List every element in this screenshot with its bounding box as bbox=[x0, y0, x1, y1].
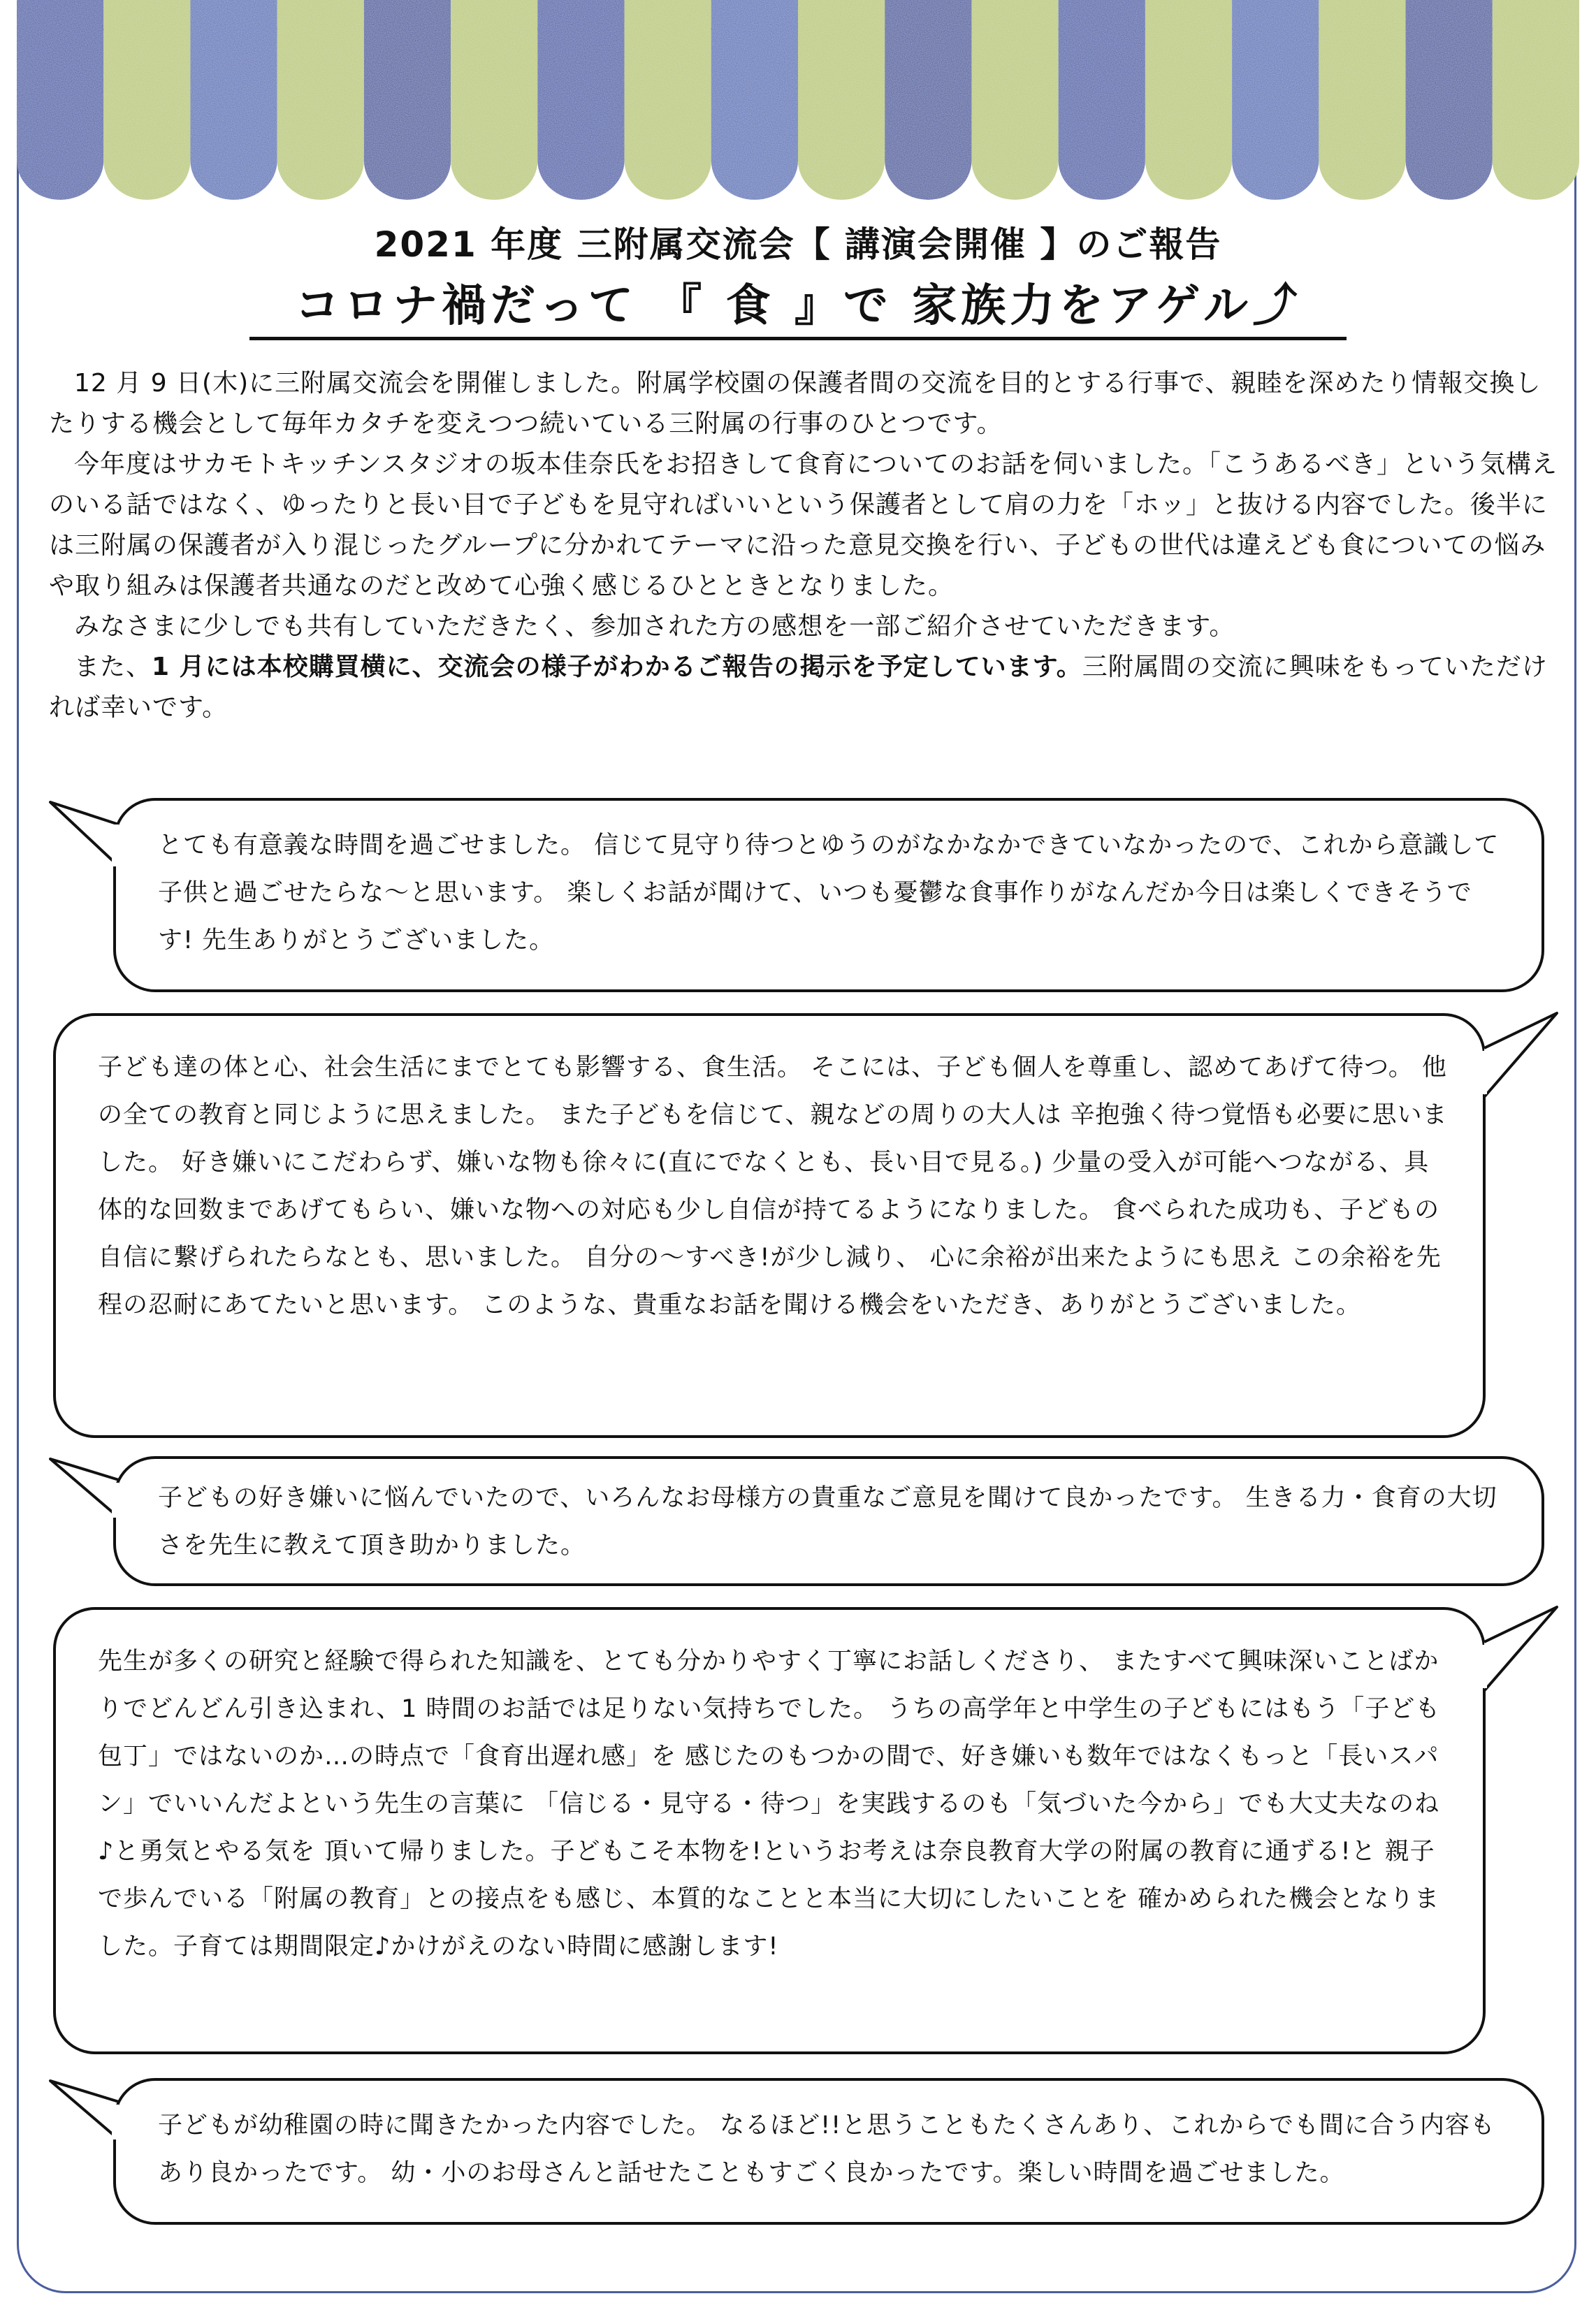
bubble-tail bbox=[1474, 1006, 1565, 1118]
intro-text bbox=[49, 363, 1558, 728]
comment-text: 子ども達の体と心、社会生活にまでとても影響する、食生活。 そこには、子ども個人を尊重し、認めてあげて待つ。 他の全ての教育と同じように思えました。 また子どもを信じて、親などの周りの大人は 辛抱強く待つ覚悟も必要に思いました。 好き嫌いにこだわらず、嫌いな物も徐々に(直にでなくとも、長い目で見る。) 少量の受入が可能へつながる、具体的な回数まであげてもらい、嫌いな物への対応も少し自信が持てるようになりました。 食べられた成功も、子どもの自信に繋げられたらなとも、思いました。 自分の〜すべき!が少し減り、 心に余裕が出来たようにも思え この余裕を先程の忍耐にあてたいと思います。 このような、貴重なお話を聞ける機会をいただき、ありがとうございました。 bbox=[98, 1054, 1448, 1319]
bubble-tail-cover bbox=[112, 1483, 119, 1518]
comment-bubble bbox=[113, 2078, 1544, 2225]
notice-bold: 1 月には本校購買横に、交流会の様子がわかるご報告の掲示を予定しています。 bbox=[152, 653, 1082, 681]
awning-stripe-green bbox=[971, 0, 1058, 200]
comment-bubble bbox=[113, 1456, 1544, 1586]
comment-bubble bbox=[113, 798, 1544, 992]
comment-text: 子どもが幼稚園の時に聞きたかった内容でした。 なるほど!!と思うこともたくさんあり、これからでも間に合う内容もあり良かったです。 幼・小のお母さんと話せたこともすごく良かったです。楽しい時間を過ごせました。 bbox=[158, 2112, 1495, 2187]
awning-stripe-green bbox=[1319, 0, 1405, 200]
intro-paragraph: 今年度はサカモトキッチンスタジオの坂本佳奈氏をお招きして食育についてのお話を伺いました。「こうあるべき」という気構えのいる話ではなく、ゆったりと長い目で子どもを見守ればいいという保護者として肩の力を「ホッ」と抜ける内容でした。後半には三附属の保護者が入り混じったグループに分かれてテーマに沿った意見交換を行い、子どもの世代は違えども食についての悩みや取り組みは保護者共通なのだと改めて心強く感じるひとときとなりました。 bbox=[49, 450, 1558, 600]
awning-stripe-green bbox=[103, 0, 190, 200]
awning-stripe-blue bbox=[1232, 0, 1319, 200]
comment-text: とても有意義な時間を過ごせました。 信じて見守り待つとゆうのがなかなかできていなかったので、これから意識して子供と過ごせたらな〜と思います。 楽しくお話が聞けて、いつも憂鬱な食事作りがなんだか今日は楽しくできそうです! 先生ありがとうございました。 bbox=[158, 831, 1500, 954]
awning-stripe-blue bbox=[1059, 0, 1145, 200]
awning-stripe-green bbox=[1493, 0, 1579, 200]
awning-stripe-green bbox=[277, 0, 364, 200]
awning-stripe-green bbox=[451, 0, 537, 200]
headline-underline bbox=[249, 337, 1347, 340]
awning-stripe-green bbox=[1145, 0, 1232, 200]
awning-stripe-green bbox=[798, 0, 885, 200]
intro-paragraph: 12 月 9 日(木)に三附属交流会を開催しました。附属学校園の保護者間の交流を目的とする行事で、親睦を深めたり情報交換したりする機会として毎年カタチを変えつつ続いている三附属の行事のひとつです。 bbox=[49, 369, 1541, 438]
awning-stripe-blue bbox=[17, 0, 103, 200]
comment-text: 子どもの好き嫌いに悩んでいたので、いろんなお母様方の貴重なご意見を聞けて良かったです。 生きる力・食育の大切さを先生に教えて頂き助かりました。 bbox=[158, 1484, 1497, 1560]
awning-stripe-blue bbox=[364, 0, 451, 200]
awning-stripe-blue bbox=[537, 0, 624, 200]
bubble-tail bbox=[1474, 1600, 1565, 1712]
comment-bubble bbox=[53, 1607, 1486, 2054]
intro-paragraph: また、1 月には本校購買横に、交流会の様子がわかるご報告の掲示を予定しています。三附属間の交流に興味をもっていただければ幸いです。 bbox=[49, 653, 1548, 722]
comment-bubble bbox=[53, 1013, 1486, 1438]
report-title: 2021 年度 三附属交流会【 講演会開催 】のご報告 bbox=[374, 224, 1222, 265]
bubble-tail-cover bbox=[112, 2105, 119, 2140]
intro-paragraph: みなさまに少しでも共有していただきたく、参加された方の感想を一部ご紹介させていただきます。 bbox=[74, 612, 1235, 641]
comment-text: 先生が多くの研究と経験で得られた知識を、とても分かりやすく丁寧にお話しくださり、 またすべて興味深いことばかりでどんどん引き込まれ、1 時間のお話では足りない気持ちでした。 うちの高学年と中学生の子どもにはもう「子ども包丁」ではないのか…の時点で「食育出遅れ感」を 感じたのもつかの間で、好き嫌いも数年ではなくもっと「長いスパン」でいいんだよという先生の言葉に 「信じる・見守る・待つ」を実践するのも「気づいた今から」でも大丈夫なのね♪と勇気とやる気を 頂いて帰りました。子どもこそ本物を!というお考えは奈良教育大学の附属の教育に通ずる!と 親子で歩んでいる「附属の教育」との接点をも感じ、本質的なことと本当に大切にしたいことを 確かめられた機会となりました。子育ては期間限定♪かけがえのない時間に感謝します! bbox=[98, 1648, 1441, 1961]
report-headline: コロナ禍だって 『 食 』で 家族力をアゲル⤴ bbox=[295, 280, 1301, 332]
bubble-tail-cover bbox=[112, 825, 119, 866]
decorative-awning bbox=[0, 0, 1596, 210]
awning-stripe-blue bbox=[1406, 0, 1493, 200]
awning-stripe-green bbox=[625, 0, 711, 200]
awning-stripe-blue bbox=[190, 0, 277, 200]
awning-stripe-blue bbox=[885, 0, 971, 200]
awning-stripe-blue bbox=[711, 0, 798, 200]
